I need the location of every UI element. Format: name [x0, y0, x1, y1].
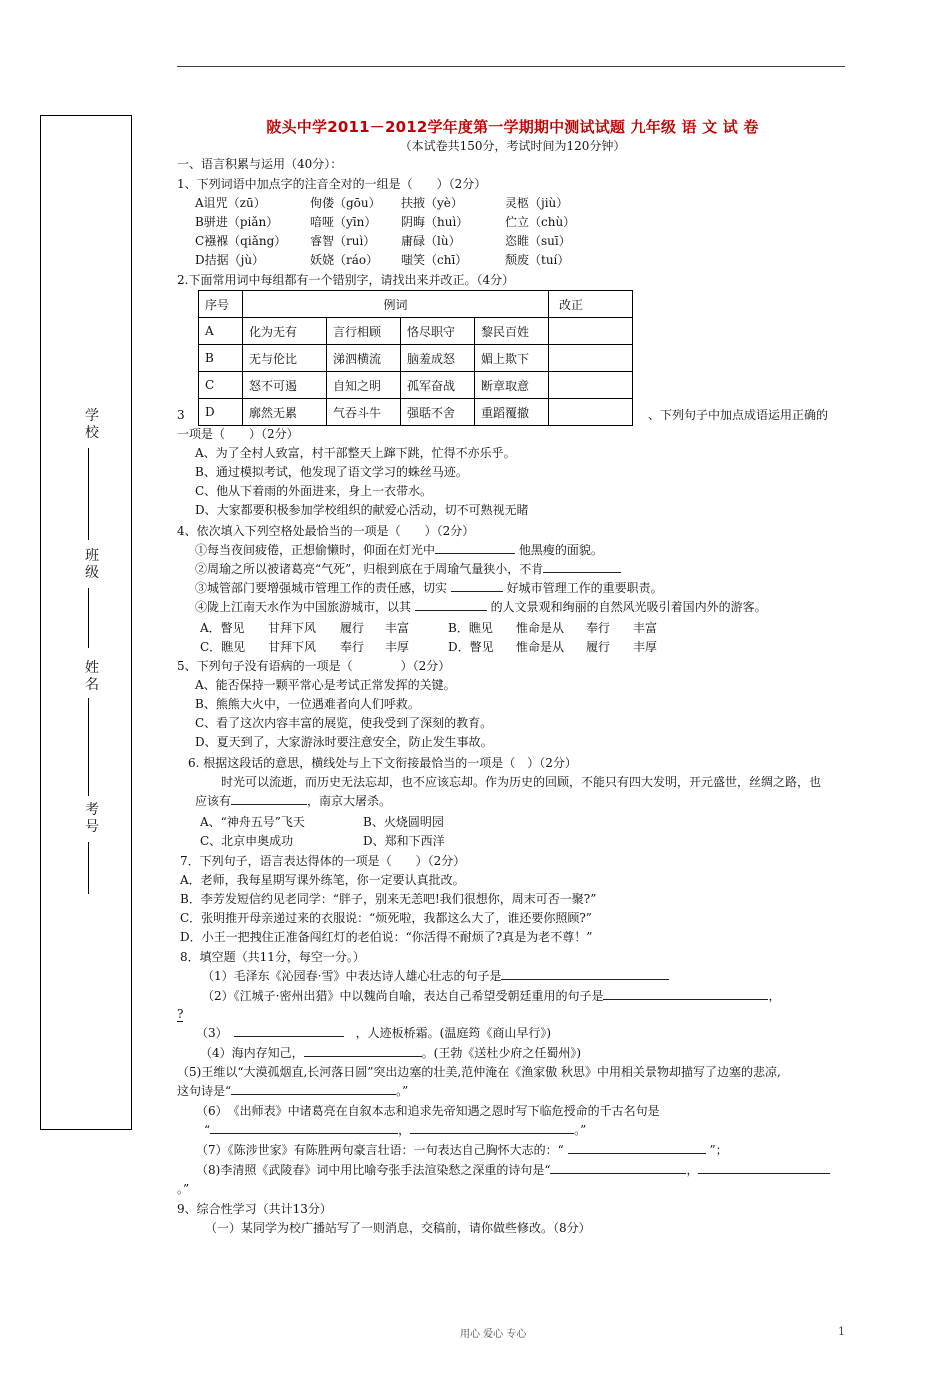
q5-stem: 5、下列句子没有语病的一项是（ ）（2分）	[177, 659, 451, 673]
blank[interactable]	[698, 1162, 830, 1174]
word-cell: 媚上欺下	[475, 345, 549, 372]
q4-item-4	[195, 599, 767, 616]
exam-no-label	[80, 802, 104, 836]
word-cell: 脑羞成怒	[401, 345, 475, 372]
q1-b4: 伫立（chù）	[505, 215, 576, 229]
q3-option-a: A、为了全村人致富，村干部整天上蹿下跳，忙得不亦乐乎。	[195, 446, 516, 460]
q8-line-6b-mid: ，	[398, 1123, 411, 1137]
blank[interactable]	[451, 580, 503, 592]
page-title: 陂头中学2011－2012学年度第一学期期中测试试题 九年级 语 文 试 卷	[266, 118, 759, 136]
word-cell: 化为无有	[243, 318, 327, 345]
q4-opt: 甘拜下风	[268, 640, 317, 654]
q4-item-4-post: 的人文景观和绚丽的自然风光吸引着国内外的游客。	[490, 600, 767, 614]
q6-option-a: A、“神舟五号”飞天	[200, 815, 305, 829]
blank[interactable]	[231, 1083, 396, 1095]
blank[interactable]	[234, 1025, 344, 1037]
word-cell: 言行相顾	[327, 318, 401, 345]
q6-passage-2	[195, 793, 391, 810]
blank[interactable]	[550, 1162, 686, 1174]
blank[interactable]	[543, 561, 621, 573]
q8-line-5: （5)王维以“大漠孤烟直,长河落日圆”突出边塞的壮美,范仲淹在《渔家傲 秋思》中用相关景物却描写了边塞的悲凉,	[177, 1065, 781, 1079]
q4-opt: A．瞥见	[200, 621, 245, 635]
q6-option-d: D、郑和下西洋	[363, 834, 445, 848]
q8-stem: 8．填空题（共11分，每空一分。）	[180, 950, 365, 964]
q4-item-1-post: 他黑瘦的面貌。	[518, 543, 603, 557]
q6-option-b: B、火烧圆明园	[363, 815, 444, 829]
class-line	[88, 588, 89, 648]
q9-sub-1: （一）某同学为校广播站写了一则消息，交稿前，请你做些修改。（8分）	[205, 1221, 591, 1235]
q6-option-c: C、北京申奥成功	[200, 834, 294, 848]
q3-number: 3	[177, 408, 185, 422]
q7-stem: 7．下列句子，语言表达得体的一项是（ ）（2分）	[180, 854, 466, 868]
blank[interactable]	[231, 793, 307, 805]
q8-line-3	[196, 1025, 551, 1042]
q6-passage-2-pre: 应该有	[195, 794, 232, 808]
blank[interactable]	[415, 599, 487, 611]
q4-opt: 履行	[340, 621, 365, 635]
q3-option-d: D、大家都要积极参加学校组织的献爱心活动，切不可熟视无睹	[195, 503, 529, 517]
section-heading: 一、语言积累与运用（40分）：	[177, 157, 343, 171]
q7-option-b: B．李芳发短信约见老同学：“胖子，别来无恙吧!我们很想你，周末可否一聚?”	[180, 892, 597, 906]
q8-line-8-mid: ，	[686, 1163, 699, 1177]
q7-option-d: D．小王一把拽住正准备闯红灯的老伯说：“你活得不耐烦了?真是为老不尊！”	[180, 930, 593, 944]
table-row	[199, 399, 633, 426]
q4-item-2-pre: ②周瑜之所以被诸葛亮“气死”，归根到底在于周瑜气量狭小，不肯	[195, 562, 544, 576]
q4-stem: 4、依次填入下列空格处最恰当的一项是（ ）（2分）	[177, 524, 475, 538]
blank[interactable]	[603, 988, 768, 1000]
q4-opt: 惟命是从	[516, 621, 565, 635]
q3-option-c: C、他从下着雨的外面进来，身上一衣带水。	[195, 484, 433, 498]
exam-no-line	[88, 842, 89, 894]
q8-line-8-pre: （8)李清照《武陵春》词中用比喻夸张手法渲染愁之深重的诗句是“	[196, 1163, 551, 1177]
q7-option-a: A．老师，我每星期写课外练笔，你一定要认真批改。	[180, 873, 465, 887]
table-row	[199, 372, 633, 399]
q3-stem-cont: 一项是（ ）（2分）	[177, 427, 299, 441]
word-cell: 气吞斗牛	[327, 399, 401, 426]
correction-cell[interactable]	[549, 399, 633, 426]
q4-opt: 履行	[586, 640, 611, 654]
q1-d3: 嗤笑（chī）	[401, 253, 468, 267]
q1-c1: C襁褓（qiǎng）	[195, 234, 287, 248]
q2-stem: 2.下面常用词中每组都有一个错别字，请找出来并改正。（4分）	[177, 273, 515, 287]
q6-passage-1: 时光可以流逝，而历史无法忘却，也不应该忘却。作为历史的回顾，不能只有四大发明，开元盛世，丝绸之路，也	[221, 775, 822, 789]
page-subtitle: （本试卷共150分，考试时间为120分钟）	[399, 139, 626, 153]
row-id: D	[199, 399, 243, 426]
q8-line-8	[196, 1162, 830, 1179]
row-id: B	[199, 345, 243, 372]
q1-a4: 灵柩（jiù）	[505, 196, 569, 210]
class-text: 班级	[85, 548, 99, 581]
header-seq: 序号	[199, 291, 243, 318]
q4-item-3	[195, 580, 663, 597]
school-char-1: 学校	[85, 408, 99, 441]
q8-line-6: （6） 《出师表》中诸葛亮在自叙本志和追求先帝知遇之恩时写下临危授命的千古名句是	[196, 1104, 660, 1118]
table-row	[199, 318, 633, 345]
q8-line-5b-pre: 这句诗是“	[177, 1084, 232, 1098]
name-line	[88, 698, 89, 796]
q8-line-2-end: ，	[768, 989, 781, 1003]
word-cell: 恪尽职守	[401, 318, 475, 345]
word-cell: 廓然无累	[243, 399, 327, 426]
q4-item-3-pre: ③城管部门要增强城市管理工作的责任感，切实	[195, 581, 448, 595]
row-id: A	[199, 318, 243, 345]
word-cell: 怒不可遏	[243, 372, 327, 399]
q8-line-2-q-text: ?	[177, 1007, 184, 1021]
q1-d1: D拮据（jù）	[195, 253, 265, 267]
q5-option-b: B、熊熊大火中，一位遇难者向人们呼救。	[195, 697, 420, 711]
name-label	[80, 660, 104, 694]
q4-opt: D．瞥见	[448, 640, 494, 654]
q8-line-6b-open: “	[204, 1123, 211, 1137]
q8-line-2	[202, 988, 780, 1005]
q4-item-1	[195, 542, 603, 559]
q3-option-b: B、通过模拟考试，他发现了语文学习的蛛丝马迹。	[195, 465, 468, 479]
q3-stem: 、下列句子中加点成语运用正确的	[648, 408, 829, 422]
q8-line-8-end: 。”	[177, 1182, 190, 1196]
q1-a2: 佝偻（gōu）	[310, 196, 381, 210]
header-correction: 改正	[549, 291, 633, 318]
q4-opt: 丰厚	[633, 640, 658, 654]
q1-b1: B骈进（piǎn）	[195, 215, 279, 229]
q8-line-4-pre: （4）海内存知己，	[200, 1046, 304, 1060]
class-label	[80, 548, 104, 582]
q8-line-3-pre: （3）	[196, 1026, 228, 1040]
word-cell: 涕泗横流	[327, 345, 401, 372]
q8-line-5b	[177, 1083, 408, 1100]
q4-item-2	[195, 561, 621, 578]
exam-no-text: 考号	[85, 802, 99, 835]
q4-opt: 奉行	[586, 621, 611, 635]
q4-opt: C．瞧见	[200, 640, 246, 654]
q1-a3: 扶掖（yè）	[401, 196, 463, 210]
blank[interactable]	[410, 1122, 574, 1134]
footer-motto: 用心 爱心 专心	[460, 1329, 527, 1340]
name-text: 姓名	[85, 660, 99, 693]
school-label	[80, 408, 104, 442]
q4-opt: 惟命是从	[516, 640, 565, 654]
q1-a1: A诅咒（zū）	[195, 196, 266, 210]
correction-cell[interactable]	[549, 372, 633, 399]
word-cell: 自知之明	[327, 372, 401, 399]
table-header-row	[199, 291, 633, 318]
q5-option-c: C、看了这次内容丰富的展览，使我受到了深刻的教育。	[195, 716, 493, 730]
correction-cell[interactable]	[549, 318, 633, 345]
header-rule	[177, 66, 845, 67]
q4-opt: 甘拜下风	[268, 621, 317, 635]
page-number: 1	[838, 1325, 845, 1338]
table-row	[199, 345, 633, 372]
q8-line-3-post: ，人迹板桥霜。(温庭筠《商山早行》)	[355, 1026, 552, 1040]
q8-line-1-text: （1）毛泽东《沁园春·雪》中表达诗人雄心壮志的句子是	[202, 969, 502, 983]
q1-d4: 颓废（tuí）	[505, 253, 570, 267]
blank[interactable]	[435, 542, 515, 554]
word-cell: 断章取意	[475, 372, 549, 399]
q4-item-3-post: 好城市管理工作的重要职责。	[506, 581, 663, 595]
correction-cell[interactable]	[549, 345, 633, 372]
q8-line-7-post: ”；	[709, 1143, 728, 1157]
q1-b3: 阴晦（huì）	[401, 215, 469, 229]
q8-line-4	[200, 1045, 581, 1062]
q8-line-4-post: 。(王勃《送杜少府之任蜀州》)	[421, 1046, 582, 1060]
word-cell: 无与伦比	[243, 345, 327, 372]
q4-opt: B．瞧见	[448, 621, 493, 635]
blank[interactable]	[304, 1045, 422, 1057]
q4-item-4-pre: ④陇上江南天水作为中国旅游城市，以其	[195, 600, 412, 614]
q7-option-c: C．张明推开母亲递过来的衣服说：“烦死啦，我都这么大了，谁还要你照顾?”	[180, 911, 592, 925]
binding-box	[40, 115, 132, 1130]
q1-c3: 庸碌（lù）	[401, 234, 461, 248]
q9-stem: 9、综合性学习（共计13分）	[177, 1202, 332, 1216]
q8-line-6b	[204, 1122, 586, 1139]
q4-opt: 丰富	[633, 621, 658, 635]
school-line	[88, 448, 89, 540]
blank[interactable]	[210, 1122, 398, 1134]
q4-opt: 奉行	[340, 640, 365, 654]
word-cell: 孤军奋战	[401, 372, 475, 399]
q8-line-2-q	[177, 1006, 183, 1023]
word-cell: 重蹈覆撤	[475, 399, 549, 426]
blank[interactable]	[568, 1142, 706, 1154]
q8-line-6b-end: 。”	[574, 1123, 587, 1137]
q1-c2: 睿智（ruì）	[310, 234, 376, 248]
q4-opt: 丰厚	[385, 640, 410, 654]
word-cell: 黎民百姓	[475, 318, 549, 345]
q5-option-d: D、夏天到了，大家游泳时要注意安全，防止发生事故。	[195, 735, 493, 749]
q1-c4: 恣睢（suī）	[505, 234, 571, 248]
q6-passage-2-post: ，南京大屠杀。	[307, 794, 392, 808]
row-id: C	[199, 372, 243, 399]
q8-line-2-text: （2）《江城子·密州出猎》中以魏尚自喻，表达自己希望受朝廷重用的句子是	[202, 989, 604, 1003]
q5-option-a: A、能否保持一颗平常心是考试正常发挥的关键。	[195, 678, 456, 692]
q8-line-7	[196, 1142, 728, 1159]
q6-stem: 6. 根据这段话的意思，横线处与上下文衔接最恰当的一项是（ ）（2分）	[188, 756, 577, 770]
q4-item-1-pre: ①每当夜间疲倦，正想偷懒时，仰面在灯光中	[195, 543, 436, 557]
q4-opt: 丰富	[385, 621, 410, 635]
q2-table	[198, 290, 633, 426]
header-words: 例词	[243, 291, 549, 318]
q1-b2: 喑哑（yīn）	[310, 215, 377, 229]
q8-line-7-pre: （7）《陈涉世家》有陈胜两句豪言壮语：一句表达自己胸怀大志的：“	[196, 1143, 564, 1157]
q1-d2: 妖娆（ráo）	[310, 253, 379, 267]
q1-stem: 1、下列词语中加点字的注音全对的一组是（ ）（2分）	[177, 177, 487, 191]
blank[interactable]	[501, 968, 669, 980]
q8-line-5b-post: 。”	[396, 1084, 409, 1098]
word-cell: 强聒不舍	[401, 399, 475, 426]
q8-line-1	[202, 968, 669, 985]
